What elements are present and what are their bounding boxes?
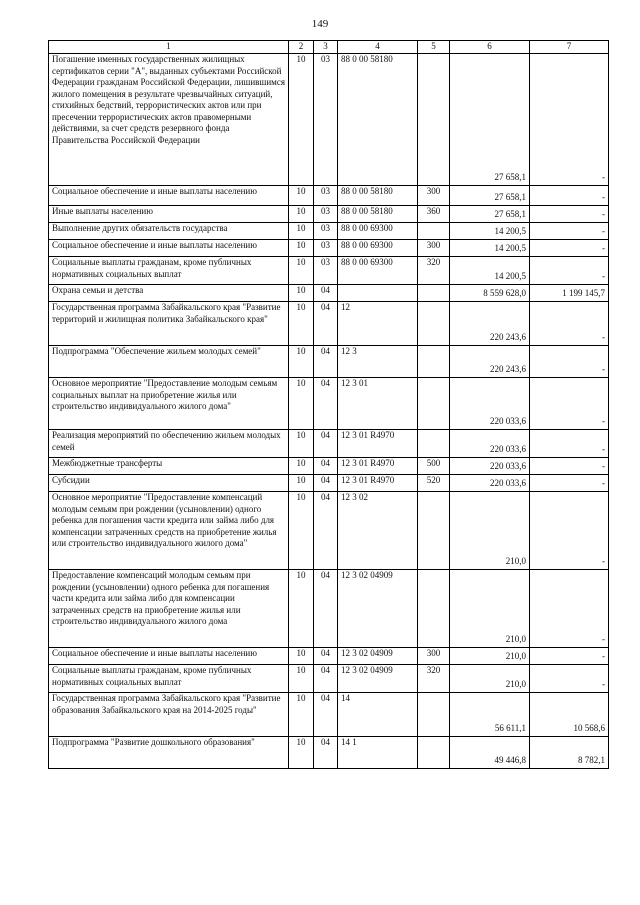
expense-type-cell	[418, 570, 450, 648]
section-code-cell: 10	[289, 648, 314, 665]
target-article-cell: 12 3 02	[338, 492, 418, 570]
amount-2-cell: -	[530, 257, 609, 285]
subsection-code-cell: 04	[314, 693, 338, 737]
amount-cell: 14 200,5	[450, 223, 530, 240]
amount-2-cell: -	[530, 240, 609, 257]
subsection-code-cell: 03	[314, 257, 338, 285]
target-article-cell: 14	[338, 693, 418, 737]
target-article-cell: 12 3 02 04909	[338, 648, 418, 665]
subsection-code-cell: 04	[314, 378, 338, 430]
table-row	[49, 737, 609, 769]
table-row	[49, 223, 609, 240]
amount-cell: 210,0	[450, 492, 530, 570]
section-code-cell: 10	[289, 570, 314, 648]
subsection-code-cell: 04	[314, 430, 338, 458]
column-header: 5	[418, 41, 450, 54]
target-article-cell: 88 0 00 58180	[338, 186, 418, 206]
amount-2-cell: 1 199 145,7	[530, 285, 609, 302]
column-header: 7	[530, 41, 609, 54]
row-name-cell: Погашение именных государственных жилищных сертификатов серии "А", выданных субъектами Российской Федерации гражданам Российской Федерации, лишившимся жилого помещения в результате чрезвычайных ситуаций, стихийных бедствий, террористических актов или при пресечении террористических актов правомерными действиями, за счет средств резервного фонда Правительства Российской Федерации	[49, 54, 289, 186]
target-article-cell	[338, 285, 418, 302]
target-article-cell: 12 3 01 R4970	[338, 430, 418, 458]
amount-cell: 14 200,5	[450, 257, 530, 285]
amount-cell: 210,0	[450, 648, 530, 665]
target-article-cell: 12 3 01 R4970	[338, 458, 418, 475]
section-code-cell: 10	[289, 240, 314, 257]
amount-2-cell: -	[530, 648, 609, 665]
amount-2-cell: -	[530, 378, 609, 430]
section-code-cell: 10	[289, 346, 314, 378]
row-name-cell: Подпрограмма "Обеспечение жильем молодых семей"	[49, 346, 289, 378]
row-name-cell: Иные выплаты населению	[49, 206, 289, 223]
amount-cell: 210,0	[450, 665, 530, 693]
expense-type-cell	[418, 223, 450, 240]
section-code-cell: 10	[289, 223, 314, 240]
section-code-cell: 10	[289, 458, 314, 475]
column-header: 4	[338, 41, 418, 54]
row-name-cell: Подпрограмма "Развитие дошкольного образования"	[49, 737, 289, 769]
table-row	[49, 54, 609, 186]
table-row	[49, 492, 609, 570]
target-article-cell: 14 1	[338, 737, 418, 769]
target-article-cell: 12 3	[338, 346, 418, 378]
subsection-code-cell: 04	[314, 648, 338, 665]
subsection-code-cell: 04	[314, 475, 338, 492]
amount-cell: 8 559 628,0	[450, 285, 530, 302]
page-number: 149	[311, 18, 329, 30]
table-row	[49, 302, 609, 346]
amount-2-cell: -	[530, 206, 609, 223]
subsection-code-cell: 04	[314, 492, 338, 570]
subsection-code-cell: 04	[314, 665, 338, 693]
amount-2-cell: -	[530, 475, 609, 492]
target-article-cell: 88 0 00 69300	[338, 223, 418, 240]
table-row	[49, 378, 609, 430]
row-name-cell: Реализация мероприятий по обеспечению жильем молодых семей	[49, 430, 289, 458]
amount-2-cell: -	[530, 186, 609, 206]
subsection-code-cell: 04	[314, 737, 338, 769]
subsection-code-cell: 03	[314, 186, 338, 206]
subsection-code-cell: 03	[314, 206, 338, 223]
section-code-cell: 10	[289, 206, 314, 223]
target-article-cell: 12 3 02 04909	[338, 665, 418, 693]
row-name-cell: Межбюджетные трансферты	[49, 458, 289, 475]
amount-2-cell: -	[530, 54, 609, 186]
row-name-cell: Социальные выплаты гражданам, кроме публичных нормативных социальных выплат	[49, 665, 289, 693]
target-article-cell: 88 0 00 58180	[338, 206, 418, 223]
row-name-cell: Социальное обеспечение и иные выплаты населению	[49, 648, 289, 665]
section-code-cell: 10	[289, 302, 314, 346]
column-header: 2	[289, 41, 314, 54]
row-name-cell: Основное мероприятие "Предоставление молодым семьям социальных выплат на приобретение жилья или строительство индивидуального жилого дома"	[49, 378, 289, 430]
section-code-cell: 10	[289, 475, 314, 492]
amount-cell: 27 658,1	[450, 186, 530, 206]
table-row	[49, 665, 609, 693]
target-article-cell: 12 3 02 04909	[338, 570, 418, 648]
expense-type-cell	[418, 693, 450, 737]
amount-cell: 220 033,6	[450, 378, 530, 430]
subsection-code-cell: 04	[314, 458, 338, 475]
column-header: 6	[450, 41, 530, 54]
column-header: 1	[49, 41, 289, 54]
table-row	[49, 285, 609, 302]
subsection-code-cell: 04	[314, 285, 338, 302]
amount-2-cell: -	[530, 458, 609, 475]
section-code-cell: 10	[289, 737, 314, 769]
amount-2-cell: 10 568,6	[530, 693, 609, 737]
amount-cell: 49 446,8	[450, 737, 530, 769]
expense-type-cell: 300	[418, 648, 450, 665]
budget-table	[48, 40, 609, 769]
target-article-cell: 12	[338, 302, 418, 346]
section-code-cell: 10	[289, 665, 314, 693]
column-header: 3	[314, 41, 338, 54]
expense-type-cell: 360	[418, 206, 450, 223]
amount-cell: 27 658,1	[450, 54, 530, 186]
target-article-cell: 12 3 01	[338, 378, 418, 430]
expense-type-cell	[418, 346, 450, 378]
expense-type-cell: 500	[418, 458, 450, 475]
section-code-cell: 10	[289, 492, 314, 570]
expense-type-cell	[418, 737, 450, 769]
table-row	[49, 430, 609, 458]
amount-cell: 14 200,5	[450, 240, 530, 257]
target-article-cell: 88 0 00 69300	[338, 257, 418, 285]
expense-type-cell: 320	[418, 257, 450, 285]
amount-cell: 220 243,6	[450, 302, 530, 346]
amount-cell: 220 243,6	[450, 346, 530, 378]
target-article-cell: 88 0 00 69300	[338, 240, 418, 257]
section-code-cell: 10	[289, 54, 314, 186]
table-row	[49, 206, 609, 223]
row-name-cell: Социальное обеспечение и иные выплаты населению	[49, 186, 289, 206]
expense-type-cell	[418, 54, 450, 186]
row-name-cell: Социальные выплаты гражданам, кроме публичных нормативных социальных выплат	[49, 257, 289, 285]
row-name-cell: Социальное обеспечение и иные выплаты населению	[49, 240, 289, 257]
amount-2-cell: -	[530, 570, 609, 648]
target-article-cell: 88 0 00 58180	[338, 54, 418, 186]
expense-type-cell	[418, 430, 450, 458]
amount-2-cell: 8 782,1	[530, 737, 609, 769]
expense-type-cell	[418, 285, 450, 302]
expense-type-cell: 520	[418, 475, 450, 492]
subsection-code-cell: 03	[314, 54, 338, 186]
amount-2-cell: -	[530, 492, 609, 570]
expense-type-cell	[418, 378, 450, 430]
subsection-code-cell: 04	[314, 346, 338, 378]
amount-2-cell: -	[530, 302, 609, 346]
subsection-code-cell: 03	[314, 240, 338, 257]
amount-cell: 56 611,1	[450, 693, 530, 737]
table-row	[49, 458, 609, 475]
subsection-code-cell: 04	[314, 302, 338, 346]
amount-cell: 27 658,1	[450, 206, 530, 223]
expense-type-cell: 300	[418, 186, 450, 206]
table-row	[49, 257, 609, 285]
row-name-cell: Основное мероприятие "Предоставление компенсаций молодым семьям при рождении (усыновлении) одного ребенка для погашения части кредита или займа либо для компенсации затраченных средств на приобретение жилья или строительство индивидуального жилого дома"	[49, 492, 289, 570]
amount-2-cell: -	[530, 665, 609, 693]
table-row	[49, 475, 609, 492]
subsection-code-cell: 03	[314, 223, 338, 240]
amount-2-cell: -	[530, 223, 609, 240]
table-row	[49, 648, 609, 665]
section-code-cell: 10	[289, 378, 314, 430]
expense-type-cell	[418, 302, 450, 346]
row-name-cell: Выполнение других обязательств государства	[49, 223, 289, 240]
row-name-cell: Охрана семьи и детства	[49, 285, 289, 302]
section-code-cell: 10	[289, 430, 314, 458]
row-name-cell: Субсидии	[49, 475, 289, 492]
row-name-cell: Государственная программа Забайкальского края "Развитие территорий и жилищная политика Забайкальского края"	[49, 302, 289, 346]
table-row	[49, 240, 609, 257]
section-code-cell: 10	[289, 285, 314, 302]
row-name-cell: Предоставление компенсаций молодым семьям при рождении (усыновлении) одного ребенка для погашения части кредита или займа либо для компенсации затраченных средств на приобретение жилья или строительство индивидуального жилого дома	[49, 570, 289, 648]
amount-cell: 210,0	[450, 570, 530, 648]
table-header-row	[49, 41, 609, 54]
expense-type-cell: 320	[418, 665, 450, 693]
expense-type-cell	[418, 492, 450, 570]
amount-2-cell: -	[530, 430, 609, 458]
table-row	[49, 570, 609, 648]
amount-2-cell: -	[530, 346, 609, 378]
amount-cell: 220 033,6	[450, 458, 530, 475]
target-article-cell: 12 3 01 R4970	[338, 475, 418, 492]
section-code-cell: 10	[289, 186, 314, 206]
row-name-cell: Государственная программа Забайкальского края "Развитие образования Забайкальского края на 2014-2025 годы"	[49, 693, 289, 737]
amount-cell: 220 033,6	[450, 475, 530, 492]
table-row	[49, 346, 609, 378]
section-code-cell: 10	[289, 693, 314, 737]
table-row	[49, 186, 609, 206]
section-code-cell: 10	[289, 257, 314, 285]
amount-cell: 220 033,6	[450, 430, 530, 458]
table-row	[49, 693, 609, 737]
subsection-code-cell: 04	[314, 570, 338, 648]
expense-type-cell: 300	[418, 240, 450, 257]
